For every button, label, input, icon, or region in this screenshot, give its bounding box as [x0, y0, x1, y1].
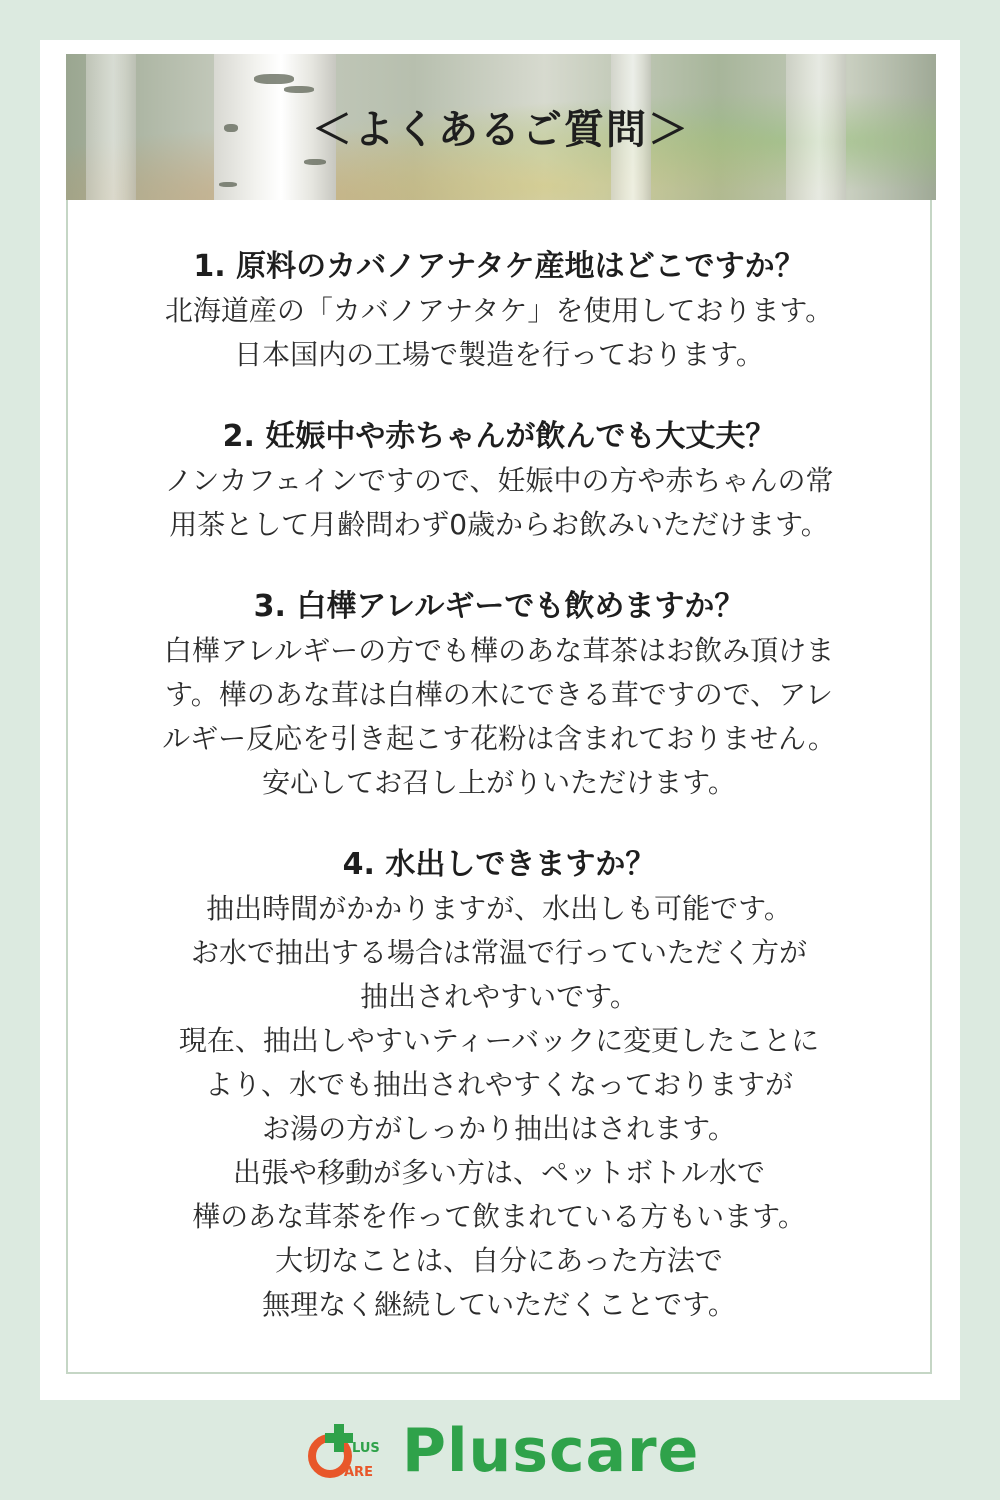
header-banner	[66, 54, 936, 200]
answer-line: お水で抽出する場合は常温で行っていただく方が	[190, 936, 807, 969]
answer-line: 用茶として月齢問わず0歳からお飲みいただけます。	[169, 508, 829, 541]
page-title: ＜よくあるご質問＞	[312, 107, 690, 153]
brand-logo	[308, 1416, 748, 1492]
answer-line: ノンカフェインですので、妊娠中の方や赤ちゃんの常	[164, 464, 834, 497]
answer-line: 無理なく継続していただくことです。	[262, 1288, 736, 1321]
faq-question: 2. 妊娠中や赤ちゃんが飲んでも大丈夫？	[222, 419, 776, 454]
faq-list	[66, 245, 932, 1365]
faq-question: 3. 白樺アレルギーでも飲めますか？	[253, 589, 745, 624]
faq-item	[66, 415, 932, 547]
answer-line: 北海道産の「カバノアナタケ」を使用しております。	[164, 294, 834, 327]
faq-question: 4. 水出しできますか？	[342, 847, 656, 882]
answer-line: 日本国内の工場で製造を行っております。	[234, 338, 764, 371]
answer-line: 現在、抽出しやすいティーバックに変更したことに	[178, 1024, 820, 1057]
answer-line: より、水でも抽出されやすくなっておりますが	[204, 1068, 793, 1101]
answer-line: 安心してお召し上がりいただけます。	[262, 766, 736, 799]
faq-item	[66, 585, 932, 805]
pluscare-logo-icon	[308, 1422, 400, 1482]
answer-line: 大切なことは、自分にあった方法で	[275, 1244, 723, 1277]
faq-answer	[66, 289, 932, 377]
faq-answer	[66, 459, 932, 547]
answer-line: 白樺アレルギーの方でも樺のあな茸茶はお飲み頂けま	[163, 634, 835, 667]
logo-mark-top: LUS	[352, 1441, 380, 1456]
answer-line: 抽出されやすいです。	[360, 980, 638, 1013]
logo-mark-bottom: ARE	[344, 1465, 373, 1480]
answer-line: お湯の方がしっかり抽出はされます。	[262, 1112, 736, 1145]
brand-name: Pluscare	[402, 1416, 700, 1486]
answer-line: 出張や移動が多い方は、ペットボトル水で	[232, 1156, 765, 1189]
faq-question: 1. 原料のカバノアナタケ産地はどこですか？	[193, 249, 805, 284]
faq-answer	[66, 887, 932, 1327]
faq-answer	[66, 629, 932, 805]
answer-line: 抽出時間がかかりますが、水出しも可能です。	[206, 892, 792, 925]
answer-line: ルギー反応を引き起こす花粉は含まれておりません。	[162, 722, 836, 755]
faq-item	[66, 843, 932, 1327]
faq-item	[66, 245, 932, 377]
answer-line: 樺のあな茸茶を作って飲まれている方もいます。	[192, 1200, 806, 1233]
answer-line: す。樺のあな茸は白樺の木にできる茸ですので、アレ	[164, 678, 834, 711]
